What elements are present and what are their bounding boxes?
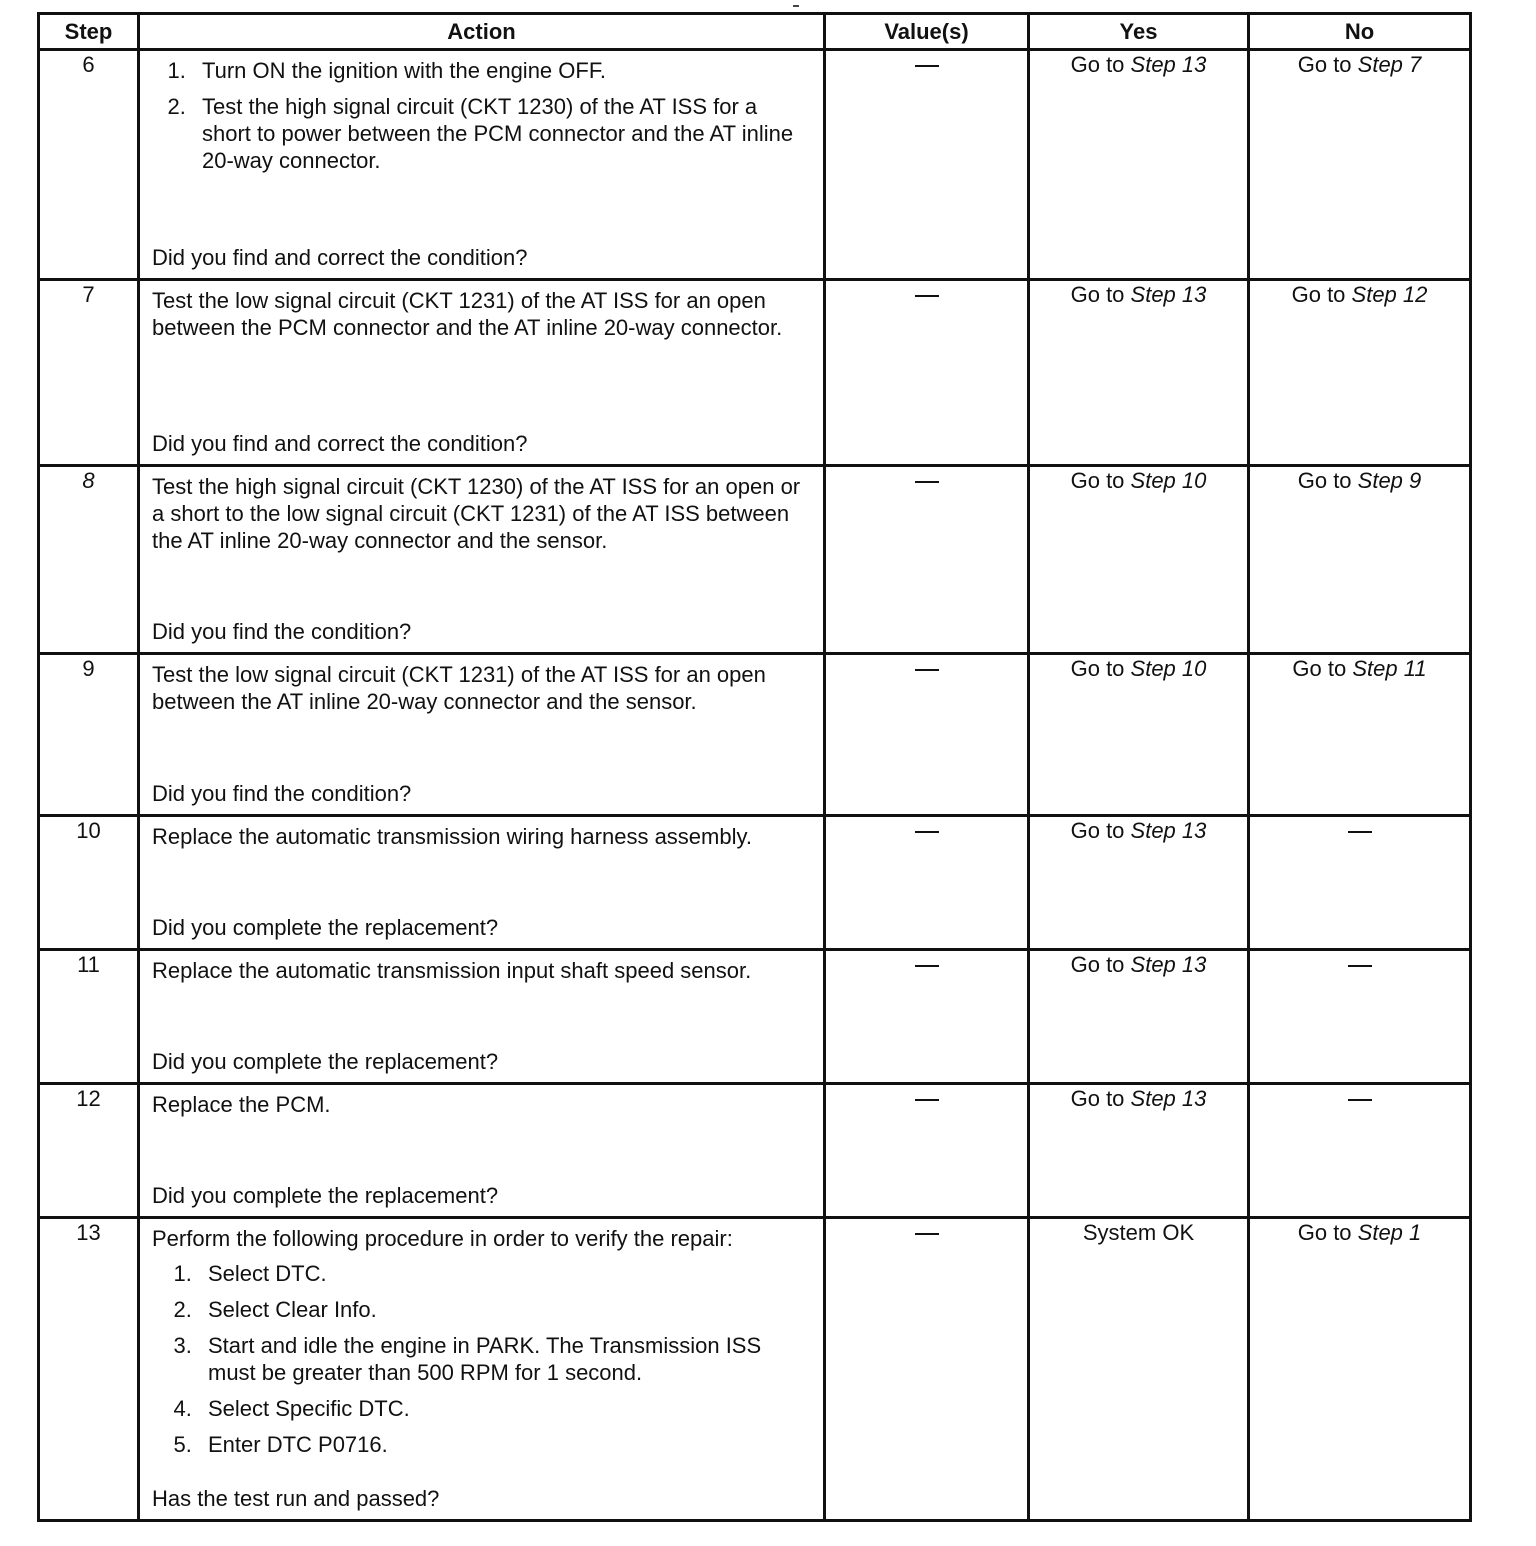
yes-answer [1030, 817, 1247, 848]
yes-cell [1029, 280, 1249, 466]
action-text: Replace the automatic transmission input shaft speed sensor. [152, 958, 752, 983]
table-row-step-6 [39, 50, 1471, 280]
value-dash [915, 965, 939, 967]
table-row-step-12 [39, 1084, 1471, 1218]
yes-answer [1030, 281, 1247, 312]
action-question: Did you complete the replacement? [152, 1049, 499, 1074]
step-number: 12 [39, 1084, 139, 1218]
action-question: Did you find and correct the condition? [152, 431, 528, 456]
action-step: 1. Select DTC. [198, 1260, 809, 1287]
yes-cell [1029, 50, 1249, 280]
no-cell [1249, 466, 1471, 654]
no-answer [1250, 655, 1469, 686]
action-step: 1. Turn ON the ignition with the engine OFF. [192, 57, 809, 84]
action-question: Did you complete the replacement? [152, 915, 499, 940]
table-row-step-10 [39, 816, 1471, 950]
yes-answer [1030, 655, 1247, 686]
value-cell [825, 654, 1029, 816]
answer-prefix: Go to [1070, 52, 1131, 77]
header-no: No [1249, 14, 1471, 50]
action-steps-list [152, 1260, 809, 1458]
step-reference: Step 13 [1130, 952, 1207, 977]
no-cell [1249, 950, 1471, 1084]
answer-prefix: Go to [1292, 656, 1353, 681]
header-values: Value(s) [825, 14, 1029, 50]
step-reference: Step 13 [1130, 818, 1207, 843]
action-cell [139, 1084, 825, 1218]
step-reference: Step 13 [1130, 52, 1207, 77]
action-text: Test the low signal circuit (CKT 1231) of the AT ISS for an open between the AT inline 20-way connector and the sensor. [152, 662, 766, 714]
action-cell [139, 950, 825, 1084]
table-row-step-11 [39, 950, 1471, 1084]
step-number: 6 [39, 50, 139, 280]
answer-prefix: Go to [1070, 468, 1131, 493]
table-row-step-7 [39, 280, 1471, 466]
answer-prefix: Go to [1070, 282, 1131, 307]
action-body [152, 1225, 809, 1458]
no-dash [1348, 965, 1372, 967]
yes-answer: System OK [1082, 1220, 1195, 1245]
value-dash [915, 65, 939, 67]
action-step: 2. Select Clear Info. [198, 1296, 809, 1323]
no-cell [1249, 816, 1471, 950]
action-cell [139, 1218, 825, 1521]
no-answer [1250, 467, 1469, 498]
no-answer [1250, 1219, 1469, 1250]
action-steps-list [152, 57, 809, 183]
step-reference: Step 13 [1130, 1086, 1207, 1111]
yes-cell [1029, 1218, 1249, 1521]
value-dash [915, 295, 939, 297]
step-reference: Step 1 [1357, 1220, 1422, 1245]
yes-answer [1030, 951, 1247, 982]
step-reference: Step 13 [1130, 282, 1207, 307]
value-cell [825, 466, 1029, 654]
step-number: 9 [39, 654, 139, 816]
header-yes: Yes [1029, 14, 1249, 50]
action-cell [139, 816, 825, 950]
step-number: 11 [39, 950, 139, 1084]
action-text: Replace the automatic transmission wiring harness assembly. [152, 824, 752, 849]
value-dash [915, 831, 939, 833]
answer-prefix: Go to [1291, 282, 1352, 307]
action-text: Perform the following procedure in order to verify the repair: [152, 1226, 733, 1251]
action-cell [139, 654, 825, 816]
table-row-step-13 [39, 1218, 1471, 1521]
table-row-step-8 [39, 466, 1471, 654]
yes-cell [1029, 816, 1249, 950]
no-answer [1250, 281, 1469, 312]
step-reference: Step 11 [1352, 656, 1427, 681]
value-cell [825, 816, 1029, 950]
action-text: Test the high signal circuit (CKT 1230) of the AT ISS for an open or a short to the low signal circuit (CKT 1231) of the AT ISS between the AT inline 20-way connector and the sensor. [152, 474, 801, 553]
action-step: 5. Enter DTC P0716. [198, 1431, 809, 1458]
table-row-step-9 [39, 654, 1471, 816]
no-cell [1249, 654, 1471, 816]
diagnostic-table [37, 12, 1472, 1522]
yes-cell [1029, 654, 1249, 816]
value-dash [915, 1099, 939, 1101]
step-number: 8 [39, 466, 139, 654]
step-number: 13 [39, 1218, 139, 1521]
answer-prefix: Go to [1297, 52, 1358, 77]
step-reference: Step 9 [1357, 468, 1422, 493]
action-step: 2. Test the high signal circuit (CKT 1230) of the AT ISS for a short to power between the PCM connector and the AT inline 20-way connector. [192, 93, 809, 174]
header-action: Action [139, 14, 825, 50]
scan-mark [793, 5, 799, 7]
yes-cell [1029, 950, 1249, 1084]
action-step: 4. Select Specific DTC. [198, 1395, 809, 1422]
no-cell [1249, 50, 1471, 280]
no-answer [1250, 51, 1469, 82]
step-number: 7 [39, 280, 139, 466]
action-text: Replace the PCM. [152, 1092, 331, 1117]
no-cell [1249, 280, 1471, 466]
value-cell [825, 280, 1029, 466]
step-reference: Step 10 [1130, 468, 1207, 493]
value-dash [915, 1233, 939, 1235]
action-cell [139, 50, 825, 280]
answer-prefix: Go to [1070, 818, 1131, 843]
step-reference: Step 12 [1351, 282, 1428, 307]
no-dash [1348, 1099, 1372, 1101]
answer-prefix: Go to [1070, 952, 1131, 977]
value-cell [825, 1084, 1029, 1218]
answer-prefix: Go to [1297, 468, 1358, 493]
action-cell [139, 466, 825, 654]
yes-answer [1030, 51, 1247, 82]
action-step: 3. Start and idle the engine in PARK. The Transmission ISS must be greater than 500 RPM for 1 second. [198, 1332, 809, 1386]
action-question: Did you find the condition? [152, 619, 412, 644]
step-reference: Step 10 [1130, 656, 1207, 681]
answer-prefix: Go to [1297, 1220, 1358, 1245]
step-number: 10 [39, 816, 139, 950]
value-cell [825, 950, 1029, 1084]
yes-answer [1030, 467, 1247, 498]
header-step: Step [39, 14, 139, 50]
yes-answer [1030, 1085, 1247, 1116]
action-question: Did you find the condition? [152, 781, 412, 806]
value-cell [825, 50, 1029, 280]
yes-cell [1029, 466, 1249, 654]
value-cell [825, 1218, 1029, 1521]
no-cell [1249, 1084, 1471, 1218]
header-row [39, 14, 1471, 50]
action-question: Did you find and correct the condition? [152, 245, 528, 270]
value-dash [915, 669, 939, 671]
action-text: Test the low signal circuit (CKT 1231) of the AT ISS for an open between the PCM connector and the AT inline 20-way connector. [152, 288, 783, 340]
action-cell [139, 280, 825, 466]
value-dash [915, 481, 939, 483]
answer-prefix: Go to [1070, 1086, 1131, 1111]
no-cell [1249, 1218, 1471, 1521]
no-dash [1348, 831, 1372, 833]
step-reference: Step 7 [1357, 52, 1422, 77]
answer-prefix: Go to [1070, 656, 1131, 681]
action-question: Has the test run and passed? [152, 1486, 440, 1511]
yes-cell [1029, 1084, 1249, 1218]
action-question: Did you complete the replacement? [152, 1183, 499, 1208]
